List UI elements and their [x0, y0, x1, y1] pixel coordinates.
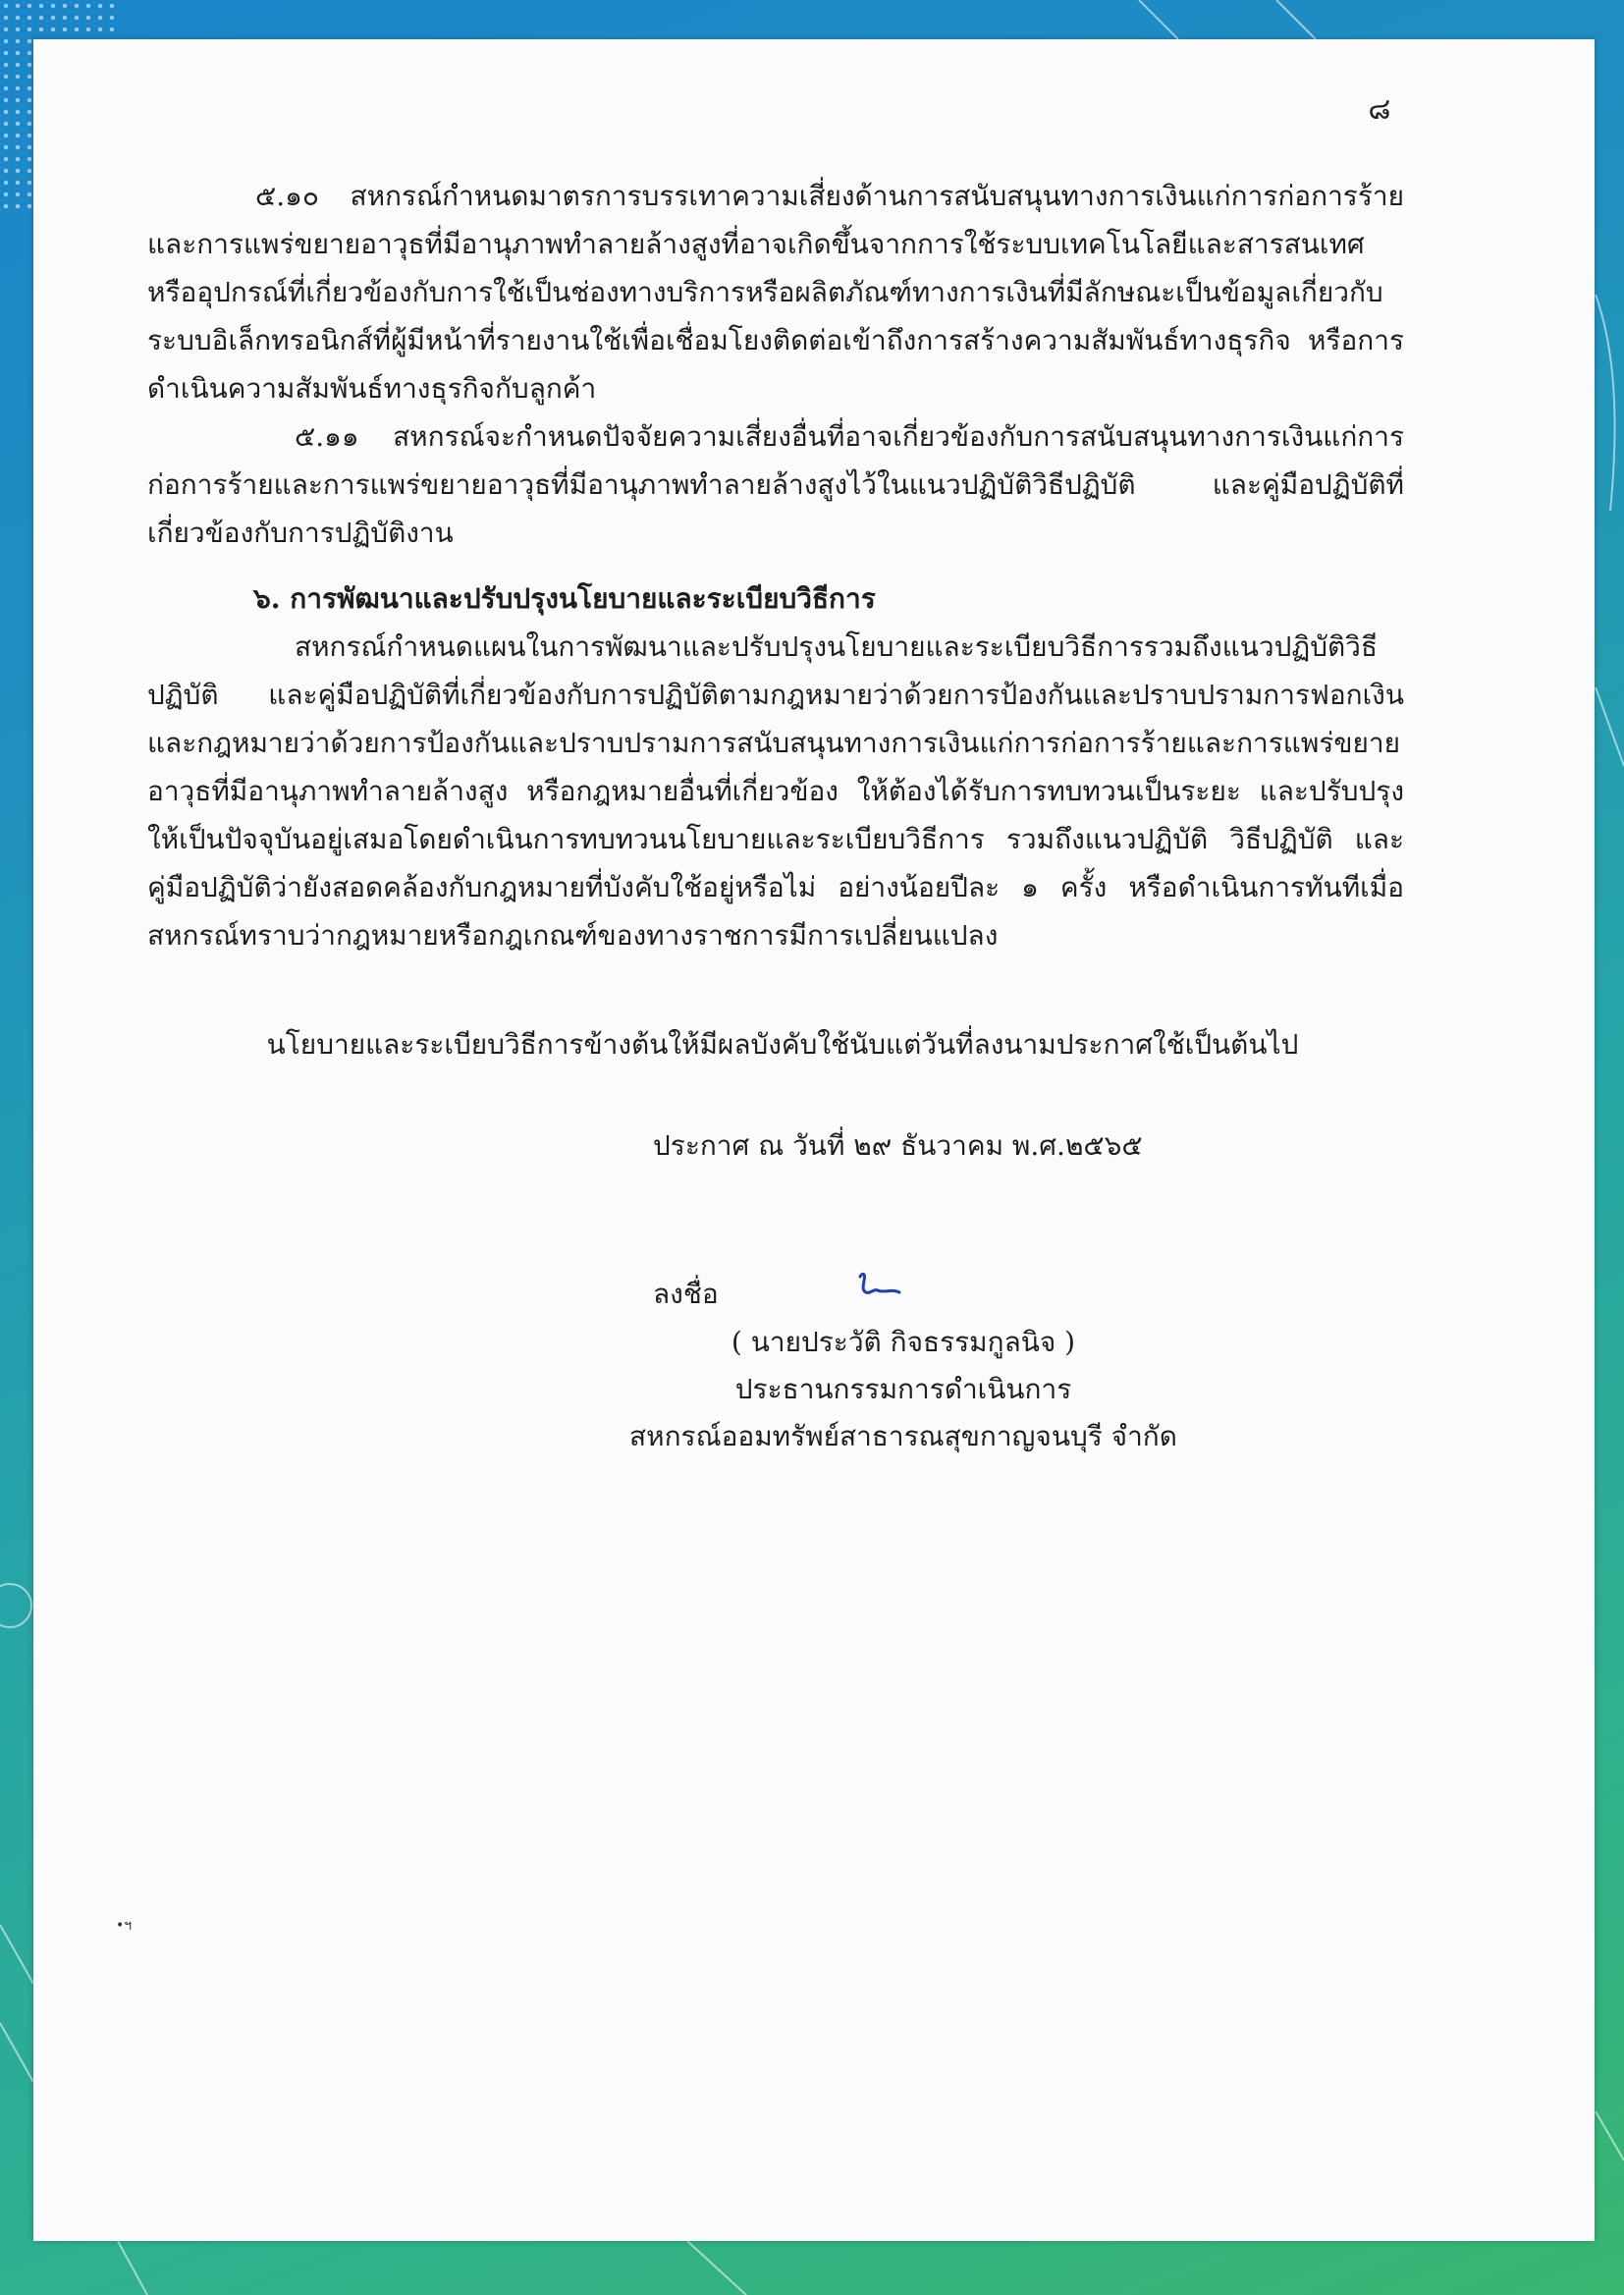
handwritten-signature-icon: [856, 1269, 915, 1308]
page-number: ๘: [1368, 92, 1391, 127]
stray-mark: •ฯ: [116, 1918, 133, 1934]
document-body: [147, 172, 1404, 959]
announcement-date: ประกาศ ณ วันที่ ๒๙ ธันวาคม พ.ศ.๒๕๖๕: [653, 1129, 1143, 1162]
section-6-heading: ๖. การพัฒนาและปรับปรุงนโยบายและระเบียบวิธีการ: [253, 582, 876, 615]
effective-statement: นโยบายและระเบียบวิธีการข้างต้นให้มีผลบังคับใช้นับแต่วันที่ลงนามประกาศใช้เป็นต้นไป: [266, 1028, 1299, 1061]
section-5-11: ๕.๑๑ สหกรณ์จะกำหนดปัจจัยความเสี่ยงอื่นที่อาจเกี่ยวข้องกับการสนับสนุนทางการเงินแก่การก่อการร้ายและการแพร่ขยายอาวุธที่มีอานุภาพทำลายล้างสูงไว้ในแนวปฏิบัติวิธีปฏิบัติ และคู่มือปฏิบัติที่เกี่ยวข้องกับการปฏิบัติงาน: [147, 420, 1404, 549]
signature-label: ลงชื่อ: [653, 1278, 719, 1310]
signer-position: ประธานกรรมการดำเนินการ: [734, 1373, 1072, 1405]
section-5-10: ๕.๑๐ สหกรณ์กำหนดมาตรการบรรเทาความเสี่ยงด้านการสนับสนุนทางการเงินแก่การก่อการร้ายและการแพร่ขยายอาวุธที่มีอานุภาพทำลายล้างสูงที่อาจเกิดขึ้นจากการใช้ระบบเทคโนโลยีและสารสนเทศหรืออุปกรณ์ที่เกี่ยวข้องกับการใช้เป็นช่องทางบริการหรือผลิตภัณฑ์ทางการเงินที่มีลักษณะเป็นข้อมูลเกี่ยวกับระบบอิเล็กทรอนิกส์ที่ผู้มีหน้าที่รายงานใช้เพื่อเชื่อมโยงติดต่อเข้าถึงการสร้างความสัมพันธ์ทางธุรกิจ หรือการดำเนินความสัมพันธ์ทางธุรกิจกับลูกค้า: [147, 180, 1404, 405]
signer-block: [589, 1319, 1218, 1460]
signer-organization: สหกรณ์ออมทรัพย์สาธารณสุขกาญจนบุรี จำกัด: [629, 1420, 1177, 1452]
section-6-paragraph: สหกรณ์กำหนดแผนในการพัฒนาและปรับปรุงนโยบายและระเบียบวิธีการรวมถึงแนวปฏิบัติวิธีปฏิบัติ และคู่มือปฏิบัติที่เกี่ยวข้องกับการปฏิบัติตามกฎหมายว่าด้วยการป้องกันและปราบปรามการฟอกเงินและกฎหมายว่าด้วยการป้องกันและปราบปรามการสนับสนุนทางการเงินแก่การก่อการร้ายและการแพร่ขยายอาวุธที่มีอานุภาพทำลายล้างสูง หรือกฎหมายอื่นที่เกี่ยวข้อง ให้ต้องได้รับการทบทวนเป็นระยะ และปรับปรุงให้เป็นปัจจุบันอยู่เสมอโดยดำเนินการทบทวนนโยบายและระเบียบวิธีการ รวมถึงแนวปฏิบัติ วิธีปฏิบัติ และคู่มือปฏิบัติว่ายังสอดคล้องกับกฎหมายที่บังคับใช้อยู่หรือไม่ อย่างน้อยปีละ ๑ ครั้ง หรือดำเนินการทันทีเมื่อสหกรณ์ทราบว่ากฎหมายหรือกฎเกณฑ์ของทางราชการมีการเปลี่ยนแปลง: [147, 630, 1404, 952]
signer-name: ( นายประวัติ กิจธรรมกูลนิจ ): [731, 1326, 1076, 1358]
